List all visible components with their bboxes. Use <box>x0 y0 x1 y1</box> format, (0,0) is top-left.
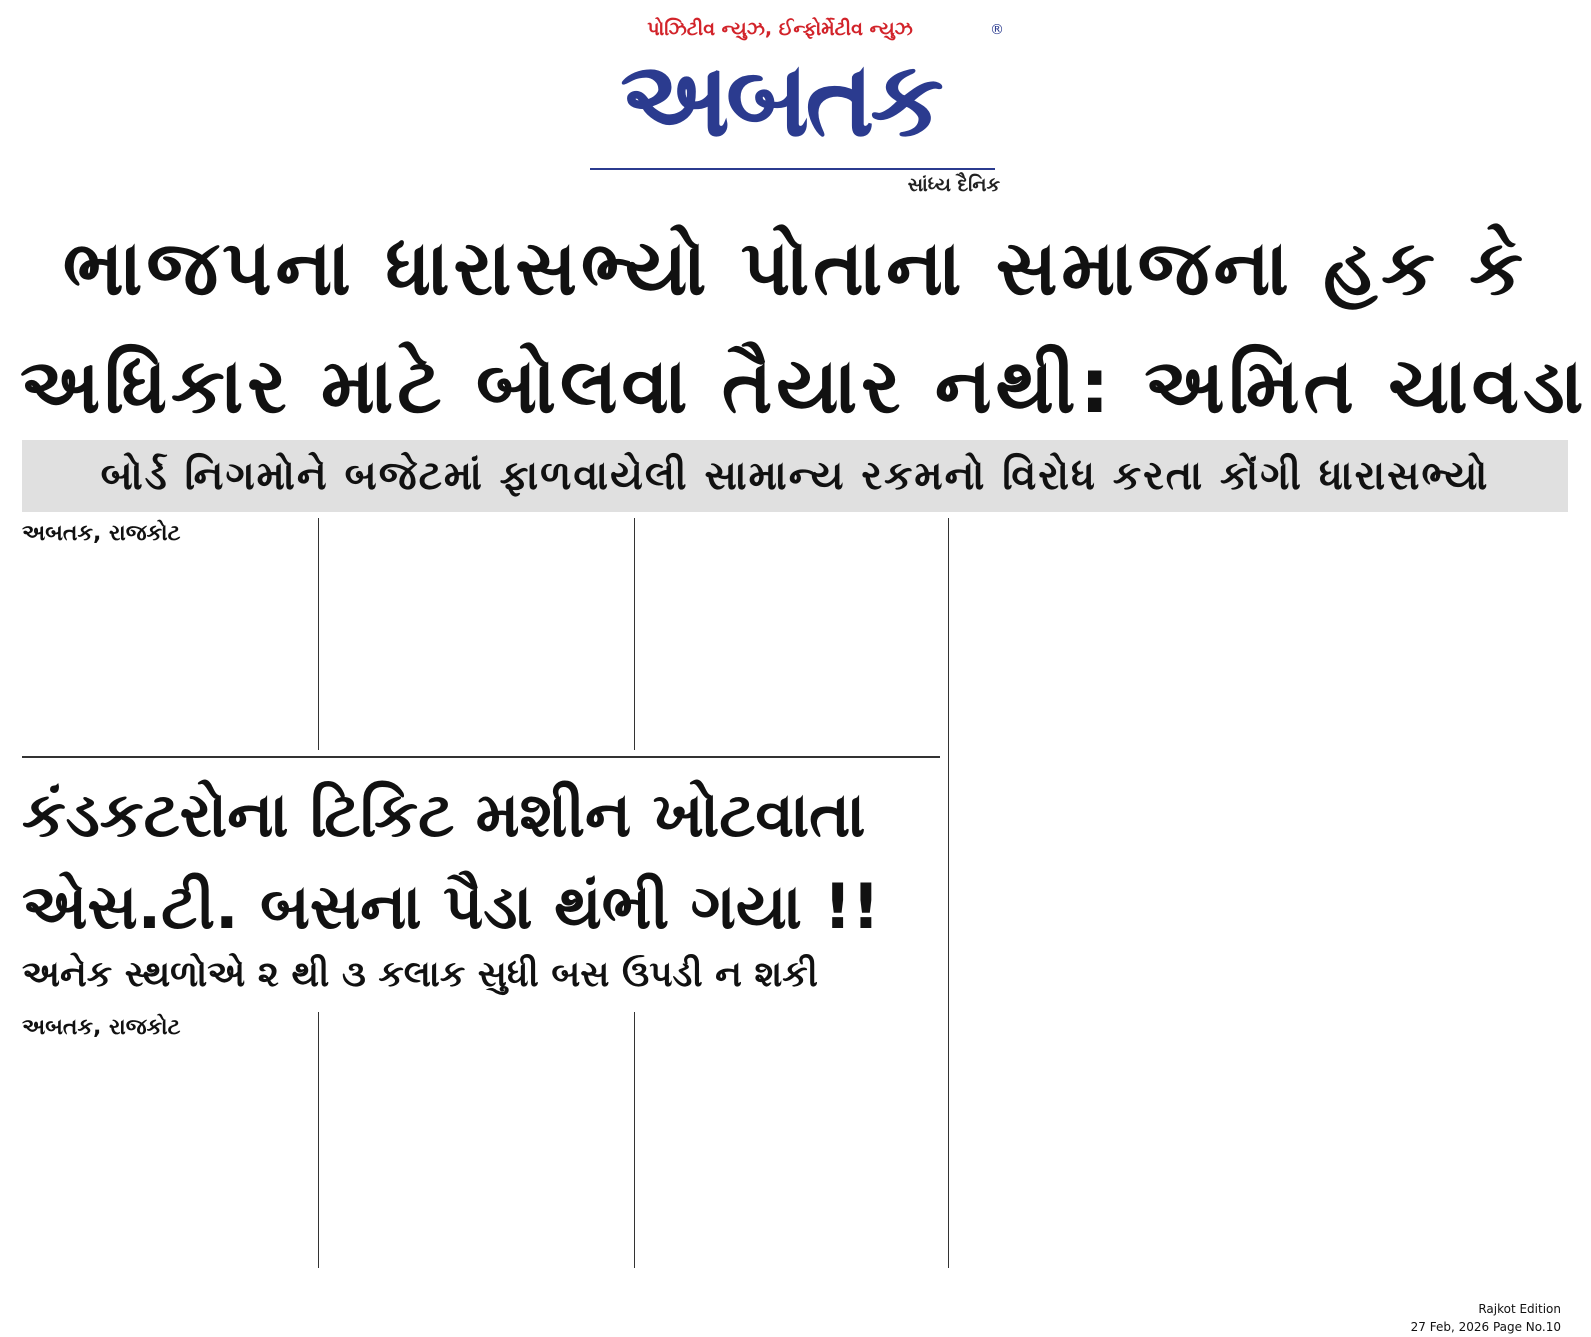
footer-date-page: 27 Feb, 2026 Page No.10 <box>1410 1320 1561 1334</box>
second-headline-line1: કંડકટરોના ટિકિટ મશીન ખોટવાતા <box>22 778 866 851</box>
lead-subheadline: બોર્ડ નિગમોને બજેટમાં ફાળવાયેલી સામાન્ય રકમનો વિરોધ કરતા કોંગી ધારાસભ્યો <box>100 453 1490 499</box>
second-column-2 <box>324 1012 626 1272</box>
second-column-3 <box>640 1012 940 1272</box>
second-headline-line2: એસ.ટી. બસના પૈડા થંભી ગયા !! <box>22 870 880 943</box>
column-divider <box>318 1012 319 1268</box>
column-divider <box>634 518 635 750</box>
lead-column-5 <box>1274 518 1566 1268</box>
second-subheadline: અનેક સ્થળોએ ૨ થી ૩ કલાક સુધી બસ ઉપડી ન શકી <box>22 954 818 995</box>
column-divider <box>634 1012 635 1268</box>
column-divider <box>318 518 319 750</box>
second-column-1 <box>22 1012 312 1272</box>
lead-headline-line2: અધિકાર માટે બોલવા તૈયાર નથી: અમિત ચાવડા <box>20 341 1588 430</box>
lead-dateline: અબતક, રાજકોટ <box>22 521 181 546</box>
second-dateline: અબતક, રાજકોટ <box>22 1015 181 1040</box>
registered-mark: ® <box>990 22 1004 38</box>
lead-column-4 <box>962 518 1254 1268</box>
lead-column-2 <box>324 518 626 750</box>
edition-type: સાંધ્ય દૈનિક <box>907 174 1000 196</box>
lead-headline-line1: ભાજપના ધારાસભ્યો પોતાના સમાજના હક કે <box>62 223 1528 312</box>
lead-subheadline-bar <box>22 440 1568 512</box>
masthead-rule <box>590 168 995 170</box>
masthead-tagline: પોઝિટીવ ન્યુઝ, ઈન્ફોર્મેટીવ ન્યુઝ <box>647 18 913 40</box>
lead-column-1 <box>22 518 312 750</box>
story-divider <box>22 756 940 758</box>
lead-column-3 <box>640 518 940 750</box>
masthead <box>560 18 1010 198</box>
footer-edition: Rajkot Edition <box>1478 1302 1561 1316</box>
column-divider <box>948 518 949 1268</box>
masthead-logo: અબતક <box>620 38 940 160</box>
